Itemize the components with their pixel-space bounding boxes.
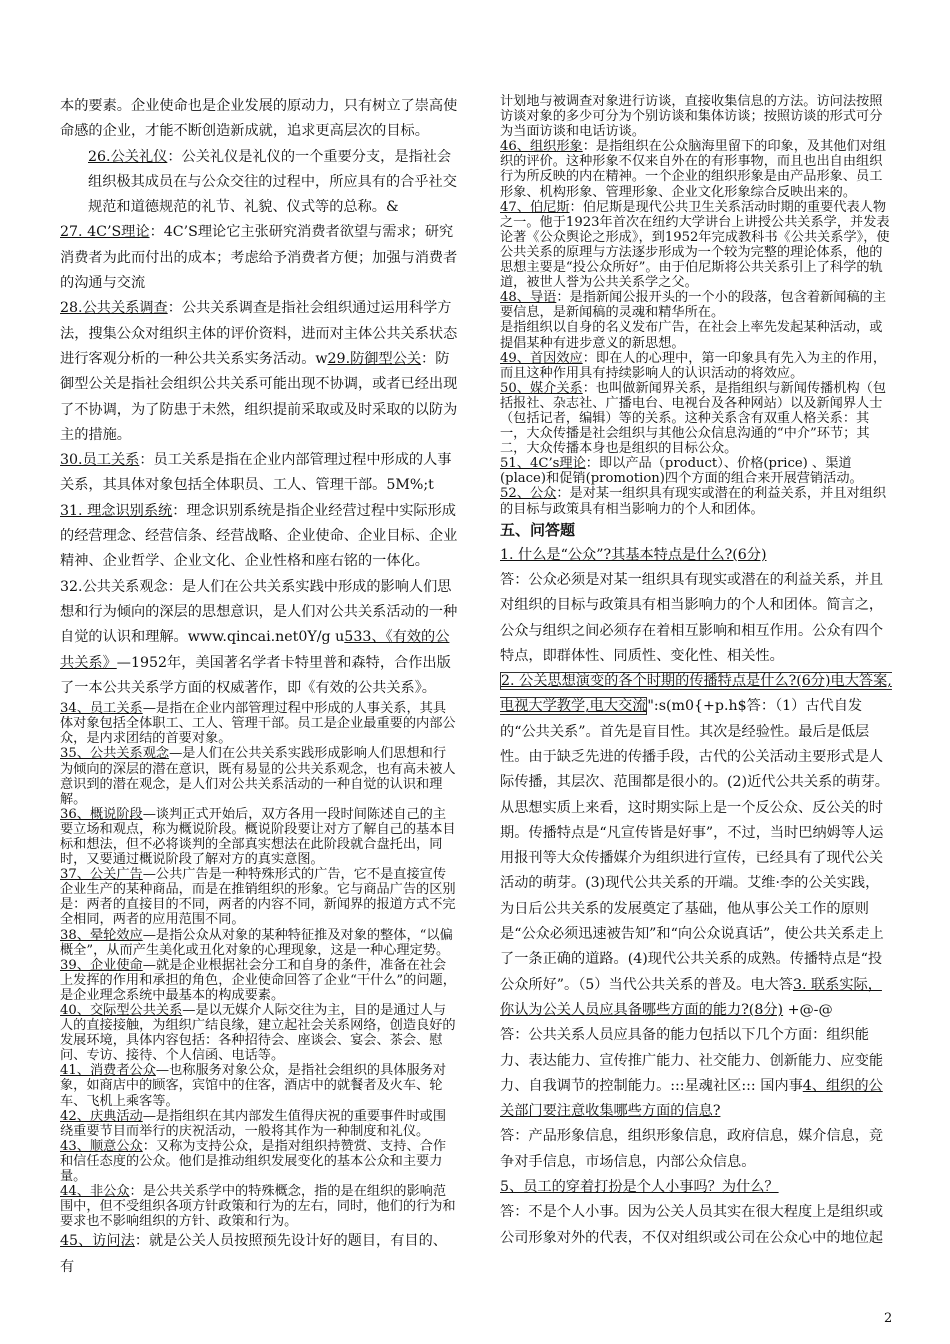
term-41: 41、消费者公众 bbox=[60, 1063, 156, 1079]
definition-30 bbox=[60, 448, 458, 499]
term-42: 42、庆典活动 bbox=[60, 1108, 143, 1124]
term-38: 38、晕轮效应 bbox=[60, 927, 143, 943]
definition-45 bbox=[60, 1229, 458, 1280]
term-50: 50、媒介关系 bbox=[500, 380, 583, 396]
right-column bbox=[500, 94, 892, 1314]
term-48: 48、导语 bbox=[500, 290, 557, 306]
definition-27 bbox=[60, 220, 458, 296]
page-number: 2 bbox=[884, 1311, 893, 1326]
answer-5: 答：不是个人小事。因为公关人员其实在很大程度上是组织或公司形象对外的代表，不仅对组织或公司在公众心中的地位起 bbox=[500, 1204, 884, 1246]
text-52: ：是对某一组织具有现实或潜在的利益关系，并且对组织的目标与政策具有相当影响力的个人和团体。 bbox=[500, 486, 887, 517]
text-46: ：是指组织在公众脑海里留下的印象，及其他们对组织的评价。这种形象不仅来自外在的有形事物，而且也出自由组织行为所反映的内在精神。一个企业的组织形象是由产品形象、员工形象、机构形象、管理形象、企业文化形象综合反映出来的。 bbox=[500, 139, 887, 200]
text-39: —就是企业根据社会分工和自身的条件，准备在社会上发挥的作用和承担的角色，企业使命回答了企业“干什么”的问题，是企业理念系统中最基本的构成要素。 bbox=[60, 957, 456, 1003]
definition-42 bbox=[60, 1109, 458, 1139]
question-1: 1. 什么是“公众”?其基本特点是什么?(6分) bbox=[500, 546, 767, 563]
definition-46 bbox=[500, 139, 892, 199]
term-40: 40、交际型公共关系 bbox=[60, 1003, 183, 1018]
question-3-tail: +@-@ bbox=[783, 1001, 833, 1018]
section-heading: 五、问答题 bbox=[500, 520, 576, 539]
definition-48-extra: 是指组织以自身的名义发布广告，在社会上率先发起某种活动，或提倡某种有进步意义的新思想。 bbox=[500, 320, 883, 351]
question-2-block bbox=[500, 669, 892, 1023]
text-36: —谈判正式开始后，双方各用一段时间陈述自己的主要立场和观点，称为概说阶段。概说阶段要让对方了解自己的基本目标和想法，但不必将谈判的全部真实想法在此阶段就合盘托出，同时，又要通过概说阶段了解对方的真实意图。 bbox=[60, 806, 456, 868]
text-41: —也称服务对象公众，是指社会组织的具体服务对象，如商店中的顾客，宾馆中的住客，酒店中的就餐者及火车、轮车、飞机上乘客等。 bbox=[60, 1063, 447, 1109]
text-43: ：又称为支持公众，是指对组织持赞赏、支持、合作和信任态度的公众。他们是推动组织发展变化的基本公众和主要力量。 bbox=[60, 1138, 447, 1185]
answer-2: 答：（1）古代自发的“公共关系”。首先是盲目性。其次是经验性。最后是低层性。由于缺乏先进的传播手段，古代的公关活动主要形式是人际传播，其层次、范围都是很小的。(2)近代公共关系的萌芽。从思想实质上来看，这时期实际上是一个反公众、反公关的时期。传播特点是“凡宣传皆是好事”，不过，当时巴纳姆等人运用报刊等大众传播媒介为组织进行宣传，已经具有了现代公关活动的萌芽。(3)现代公共关系的开端。艾维·李的公关实践，为日后公共关系的发展奠定了基础，他从事公关工作的原则是“公众必须迅速被告知”和“向公众说真话”，使公共关系走上了一条正确的道路。(4)现代公共关系的成熟。传播特点是“投公众所好”。（5）当代公共关系的普及。电大答 bbox=[500, 698, 889, 993]
text-26: ：公关礼仪是礼仪的一个重要分支，是指社会组织极其成员在与公众交往的过程中，所应具有的合乎社交规范和道德规范的礼节、礼貌、仪式等的总称。& bbox=[88, 148, 457, 216]
question-4: 4、组织的公关部门要注意收集哪些方面的信息? bbox=[500, 1077, 883, 1120]
term-29: 29.防御型公关 bbox=[327, 350, 422, 367]
text-35: —是人们在公共关系实践形成影响人们思想和行为倾向的深层的潜在意识，既有易显的公共关系观念，也有高未被人意识到的潜在观念，是人们对公共关系活动的一种自觉的认识和理解。 bbox=[60, 746, 456, 807]
term-26: 26.公关礼仪 bbox=[88, 148, 168, 165]
definition-49 bbox=[500, 351, 892, 381]
text-47: ：伯尼斯是现代公共卫生关系活动时期的重要代表人物之一。他于1923年首次在纽约大学讲台上讲授公共关系学，并发表论著《公众舆论之形成》，到1952年完成教科书《公共关系学》，使公共关系的原理与方法逐步形成为一个较为完整的理论体系，他的思想主要是“投公众所好”。由于伯尼斯将公共关系引上了科学的轨道，被世人誉为公共关系学之父。 bbox=[500, 199, 890, 291]
definition-36 bbox=[60, 807, 458, 867]
text-45: ：就是公关人员按照预先设计好的题目，有目的、有 bbox=[60, 1233, 447, 1275]
definition-52 bbox=[500, 486, 892, 516]
definition-51 bbox=[500, 456, 892, 486]
definition-45-tail: 计划地与被调查对象进行访谈，直接收集信息的方法。访问法按照访谈对象的多少可分为个别访谈和集体访谈；按照访谈的形式可分为当面访谈和电话访谈。 bbox=[500, 94, 883, 140]
term-30: 30.员工关系 bbox=[60, 452, 140, 469]
question-2-tail: ":s(m0{+p.h$ bbox=[647, 698, 747, 715]
definition-26 bbox=[60, 145, 458, 221]
term-37: 37、公关广告 bbox=[60, 867, 143, 883]
text-27: ：4C’S理论它主张研究消费者欲望与需求；研究消费者为此而付出的成本；考虑给予消费者方便；加强与消费者的沟通与交流 bbox=[60, 224, 458, 292]
mission-paragraph-tail: 本的要素。企业使命也是企业发展的原动力，只有树立了崇高使命感的企业，才能不断创造新成就，追求更高层次的目标。 bbox=[60, 98, 458, 140]
term-36: 36、概说阶段 bbox=[60, 806, 143, 822]
term-45: 45、访问法 bbox=[60, 1233, 135, 1250]
question-5: 5、员工的穿着打扮是个人小事吗？为什么？ bbox=[500, 1179, 779, 1196]
term-34: 34、员工关系 bbox=[60, 701, 143, 717]
text-42: —是指组织在其内部发生值得庆祝的重要事件时或围绕重要节目而举行的庆祝活动，一般将其作为一种制度和礼仪。 bbox=[60, 1108, 447, 1139]
text-30: ：员工关系是指在企业内部管理过程中形成的人事关系，其具体对象包括全体职员、工人、管理干部。5M%;t bbox=[60, 452, 452, 494]
definition-38 bbox=[60, 928, 458, 958]
answer-3-block bbox=[500, 1023, 892, 1124]
text-40: —是以无媒介人际交往为主，目的是通过人与人的直接接触，为组织广结良缘，建立起社会关系网络，创造良好的发展环境，具体内容包括：各种招待会、座谈会、宴会、茶会、慰问、专访、接待、个人信函、电话等。 bbox=[60, 1003, 456, 1064]
text-51: ：即以产品（product）、价格(price) 、渠道(place)和促销(promotion)四个方面的组合来开展营销活动。 bbox=[500, 456, 863, 487]
term-27: 27. 4C’S理论 bbox=[60, 224, 150, 241]
text-31: ：理念识别系统是指企业经营过程中实际形成的经营理念、经营信条、经营战略、企业使命、企业目标、企业精神、企业哲学、企业文化、企业性格和座右铭的一体化。 bbox=[60, 502, 458, 570]
definition-35 bbox=[60, 746, 458, 806]
question-3: 3. 联系实际，你认为公关人员应具备哪些方面的能力?(8分) bbox=[500, 976, 882, 1018]
text-49: ：即在人的心理中，第一印象具有先入为主的作用，而且这种作用具有持续影响人的认识活动的将效应。 bbox=[500, 350, 887, 381]
definition-34 bbox=[60, 701, 458, 746]
term-49: 49、首因效应 bbox=[500, 350, 583, 366]
text-28: ：公共关系调查是指社会组织通过运用科学方法，搜集公众对组织主体的评价资料，进而对主体公共关系状态进行客观分析的一种公共关系实务活动。w bbox=[60, 300, 458, 367]
term-39: 39、企业使命 bbox=[60, 957, 143, 973]
term-51: 51、4C’s理论 bbox=[500, 456, 586, 472]
definition-39 bbox=[60, 958, 458, 1003]
definition-40 bbox=[60, 1003, 458, 1063]
definition-31 bbox=[60, 499, 458, 575]
term-44: 44、非公众 bbox=[60, 1184, 130, 1200]
definition-28-29 bbox=[60, 296, 458, 448]
text-33: —1952年，美国著名学者卡特里普和森特，合作出版了一本公共关系学方面的权威著作，即《有效的公共关系》。 bbox=[60, 654, 451, 696]
question-2: 2. 公关思想演变的各个时期的传播特点是什么?(6分)电大答案,电视大学教学,电大交流 bbox=[500, 673, 892, 715]
term-46: 46、组织形象 bbox=[500, 139, 583, 155]
answer-1: 答：公众必须是对某一组织具有现实或潜在的利益关系，并且对组织的目标与政策具有相当影响力的个人和团体。简言之，公众与组织之间必须存在着相互影响和相互作用。公众有四个特点，即群体性、同质性、变化性、相关性。 bbox=[500, 571, 884, 664]
text-32: 32.公共关系观念：是人们在公共关系实践中形成的影响人们思想和行为倾向的深层的思想意识，是人们对公共关系活动的一种自觉的认识和理解。www.qincai.net0Y/g u bbox=[60, 578, 458, 646]
definition-37 bbox=[60, 867, 458, 927]
text-48: ：是指新闻公报开头的一个小的段落，包含着新闻稿的主要信息，是新闻稿的灵魂和精华所在。 bbox=[500, 290, 887, 321]
term-47: 47、伯尼斯 bbox=[500, 199, 570, 215]
text-37: —公共广告是一种特殊形式的广告，它不是直接宣传企业生产的某种商品，而是在推销组织的形象。它与商品广告的区别是：两者的直接目的不同，两者的内容不同，新闻界的报道方式不完全相同，两者的应用范围不同。 bbox=[60, 867, 456, 928]
definition-32-33 bbox=[60, 575, 458, 701]
term-35: 35、公共关系观念 bbox=[60, 746, 170, 762]
term-33: 533、《有效的公共关系》 bbox=[60, 629, 450, 671]
definition-44 bbox=[60, 1184, 458, 1229]
definition-47 bbox=[500, 200, 892, 291]
definition-43 bbox=[60, 1139, 458, 1184]
text-38: —是指公众从对象的某种特征推及对象的整体，“以偏概全”，从而产生美化或丑化对象的心理现象，这是一种心理定势。 bbox=[60, 927, 453, 958]
term-28: 28.公共关系调查 bbox=[60, 300, 168, 317]
text-50: ：也叫做新闻界关系，是指组织与新闻传播机构（包括报社、杂志社、广播电台、电视台及各种网站）以及新闻界人士（包括记者，编辑）等的关系。这种关系含有双重人格关系：其一，大众传播是社会组织与其他公众信息沟通的“中介”环节；其二，大众传播本身也是组织的目标公众。 bbox=[500, 380, 887, 457]
answer-4: 答：产品形象信息，组织形象信息，政府信息，媒介信息，竞争对手信息，市场信息，内部公众信息。 bbox=[500, 1128, 884, 1170]
definition-50 bbox=[500, 381, 892, 456]
term-31: 31. 理念识别系统 bbox=[60, 502, 173, 519]
term-52: 52、公众 bbox=[500, 486, 557, 502]
definition-48 bbox=[500, 290, 892, 320]
term-43: 43、顺意公众 bbox=[60, 1138, 143, 1154]
answer-3: 答：公共关系人员应具备的能力包括以下几个方面：组织能力、表达能力、宣传推广能力、社交能力、创新能力、应变能力、自我调节的控制能力。:::星魂社区::: 国内事 bbox=[500, 1027, 884, 1094]
text-44: ：是公共关系学中的特殊概念，指的是在组织的影响范围中，但不受组织各项方针政策和行为的左右，同时，他们的行为和要求也不影响组织的方针、政策和行为。 bbox=[60, 1184, 456, 1230]
text-29: ：防御型公关是指社会组织公共关系可能出现不协调，或者已经出现了不协调，为了防患于未然，组织提前采取或及时采取的以防为主的措施。 bbox=[60, 350, 458, 443]
definition-41 bbox=[60, 1063, 458, 1108]
text-34: —是指在企业内部管理过程中形成的人事关系，其具体对象包括全体职工、工人、管理干部。员工是企业最重要的内部公众，是内求团结的首要对象。 bbox=[60, 701, 456, 747]
left-column bbox=[60, 94, 458, 1314]
